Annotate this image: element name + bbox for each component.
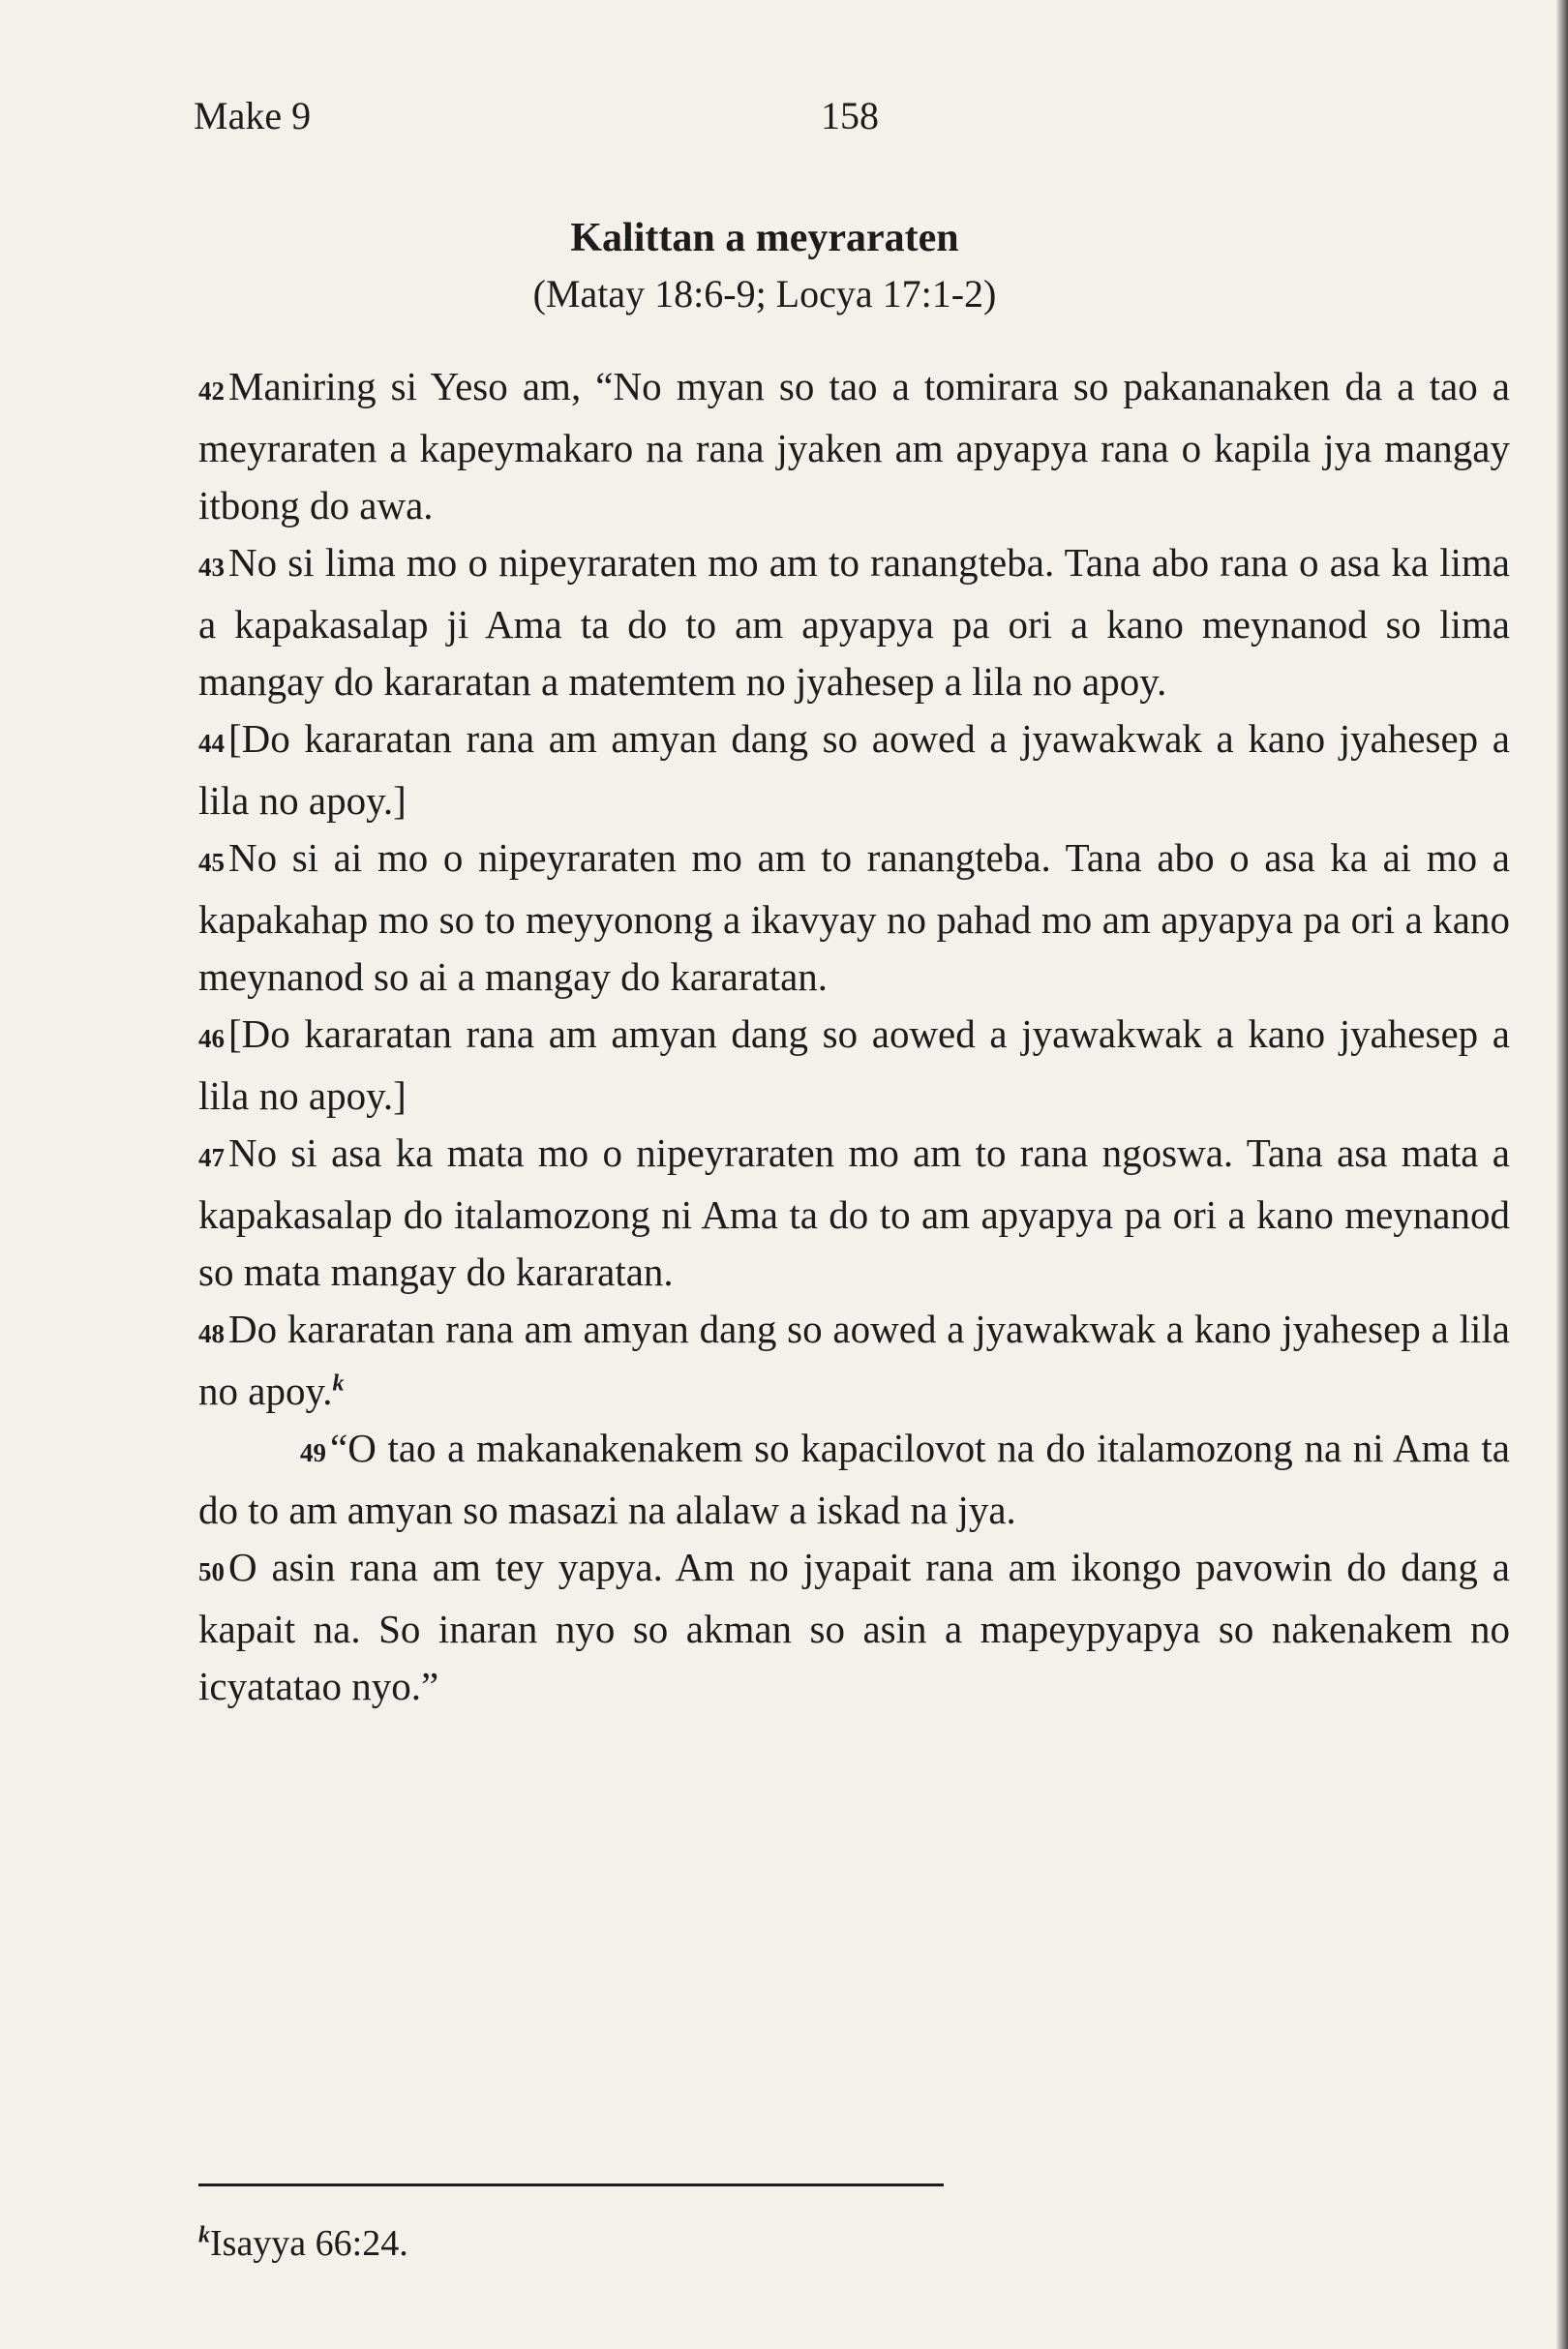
- footnote-marker: k: [198, 2222, 210, 2248]
- verse-text: [Do kararatan rana am amyan dang so aowed a jyawakwak a kano jyahesep a lila no apoy.]: [198, 1011, 1510, 1118]
- verse-paragraph: [198, 1539, 1510, 1715]
- verse-paragraph: [198, 1420, 1510, 1539]
- verse-paragraph: [198, 358, 1510, 534]
- footnote: [198, 2222, 408, 2265]
- verse-text: [Do kararatan rana am amyan dang so aowed a jyawakwak a kano jyahesep a lila no apoy.]: [198, 716, 1510, 823]
- verse-text: No si lima mo o nipeyraraten mo am to ranangteba. Tana abo rana o asa ka lima a kapakasalap ji Ama ta do to am apyapya pa ori a kano meynanod so lima mangay do kararatan a matemtem no jyahesep a lila no apoy.: [198, 540, 1510, 704]
- verse-number: 42: [198, 376, 225, 406]
- verse-text: Do kararatan rana am amyan dang so aowed a jyawakwak a kano jyahesep a lila no apoy.: [198, 1307, 1510, 1413]
- verse-number: 48: [198, 1319, 225, 1348]
- verse-paragraph: [198, 1301, 1510, 1420]
- verse-paragraph: [198, 710, 1510, 829]
- verse-number: 45: [198, 848, 225, 877]
- verse-number: 44: [198, 729, 225, 758]
- verse-text: No si asa ka mata mo o nipeyraraten mo am to rana ngoswa. Tana asa mata a kapakasalap do italamozong ni Ama ta do to am apyapya pa ori a kano meynanod so mata mangay do kararatan.: [198, 1130, 1510, 1294]
- verse-number: 46: [198, 1024, 225, 1053]
- footnote-text: Isayya 66:24.: [210, 2223, 408, 2264]
- verse-paragraph: [198, 1125, 1510, 1301]
- section-title: Kalittan a meyraraten: [570, 216, 959, 260]
- footnote-reference[interactable]: k: [332, 1370, 345, 1397]
- verse-text: Maniring si Yeso am, “No myan so tao a tomirara so pakananaken da a tao a meyraraten a kapeymakaro na rana jyaken am apyapya rana o kapila jya mangay itbong do awa.: [198, 364, 1510, 527]
- verse-text-body: [198, 358, 1510, 1715]
- verse-number: 50: [198, 1557, 225, 1586]
- verse-text: O asin rana am tey yapya. Am no jyapait rana am ikongo pavowin do dang a kapait na. So inaran nyo so akman so asin a mapeypyapya so nakenakem no icyatatao nyo.”: [198, 1545, 1510, 1708]
- verse-number: 43: [198, 553, 225, 582]
- running-head-book: Make 9: [194, 94, 312, 137]
- verse-paragraph: [198, 534, 1510, 710]
- page-edge-shadow: [1556, 0, 1568, 2349]
- verse-paragraph: [198, 829, 1510, 1006]
- footnote-divider: [198, 2183, 944, 2186]
- verse-text: No si ai mo o nipeyraraten mo am to ranangteba. Tana abo o asa ka ai mo a kapakahap mo so to meyyonong a ikavyay no pahad mo am apyapya pa ori a kano meynanod so ai a mangay do kararatan.: [198, 835, 1510, 999]
- page-number: 158: [821, 94, 879, 137]
- page-header: [194, 93, 1355, 151]
- verse-number: 49: [300, 1438, 326, 1467]
- verse-text: “O tao a makanakenakem so kapacilovot na do italamozong na ni Ama ta do to am amyan so masazi na alalaw a iskad na jya.: [198, 1426, 1510, 1532]
- verse-number: 47: [198, 1143, 225, 1172]
- section-references: (Matay 18:6-9; Locya 17:1-2): [532, 272, 997, 316]
- verse-paragraph: [198, 1006, 1510, 1125]
